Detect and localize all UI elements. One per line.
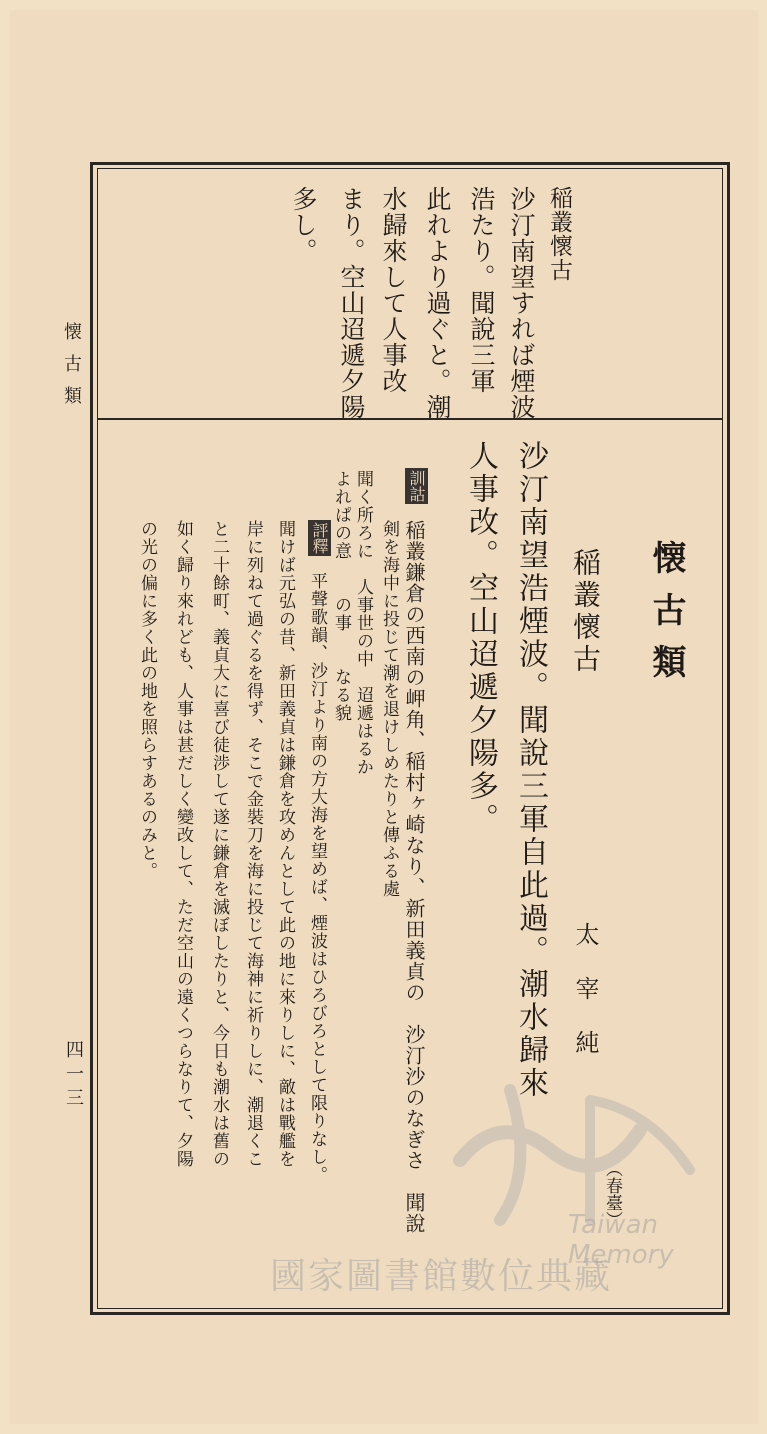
poem-title: 稲叢懷古: [569, 548, 602, 676]
commentary-line: と二十餘町、義貞大に喜び徒渉して遂に鎌倉を滅ぼしたりと、今日も潮水は舊の: [209, 520, 229, 1168]
commentary-line: 聞けば元弘の昔、新田義貞は鎌倉を攻めんとして此の地に來りしに、敵は戰艦を: [275, 520, 295, 1168]
section-title: 懐古類: [646, 540, 686, 696]
box-divider: [97, 418, 723, 420]
note-line: 稲叢鎌倉の西南の岬角、稲村ヶ崎なり、新田義貞の 沙汀沙のなぎさ 聞說: [402, 520, 426, 1234]
upper-line: 多し。: [289, 186, 318, 264]
notes-label: 訓詁: [407, 470, 426, 502]
note-line: よれぱの意 の事 なる貌: [331, 470, 351, 722]
note-line: 剣を海中に投じて潮を退けしめたりと傳ふる處: [379, 520, 399, 898]
poem-line: 人事改。空山迢遞夕陽多。: [463, 440, 498, 836]
commentary-line: 岸に列ねて過ぐるを得ず、そこで金裝刀を海に投じて海神に祈りしに、潮退くこ: [243, 520, 263, 1168]
watermark-english: Taiwan Memory: [568, 1210, 674, 1270]
watermark-chinese: 國家圖書館數位典藏: [270, 1256, 613, 1297]
upper-line: 稲叢懷古: [546, 186, 572, 282]
upper-line: 此れより過ぐと。潮: [423, 186, 452, 420]
upper-line: 沙汀南望すれば煙波: [507, 186, 536, 420]
upper-line: まり。空山迢遞夕陽: [337, 186, 366, 420]
running-head: 懐古類: [61, 322, 82, 418]
commentary-line: 如く歸り來れども、人事は甚だしく變改して、ただ空山の遠くつらなりて、夕陽: [173, 520, 193, 1168]
commentary-line: 平聲歌韻、沙汀より南の方大海を望めば、煙波はひろびろとして限りなし。: [307, 572, 327, 1184]
upper-line: 浩たり。聞說三軍: [467, 186, 496, 394]
commentary-label: 評釋: [310, 522, 329, 554]
author-name: 太宰純: [571, 922, 599, 1084]
author-note: （春臺）: [602, 1160, 622, 1228]
upper-line: 水歸來して人事改: [379, 186, 408, 394]
poem-line: 沙汀南望浩煙波。聞說三軍自此過。潮水歸來: [513, 440, 548, 1100]
page-number: 四一三: [63, 1040, 84, 1112]
commentary-line: の光の偏に多く此の地を照らすあるのみと。: [137, 520, 157, 880]
note-line: 聞く所ろに 人事世の中 迢遞はるか: [353, 470, 373, 776]
